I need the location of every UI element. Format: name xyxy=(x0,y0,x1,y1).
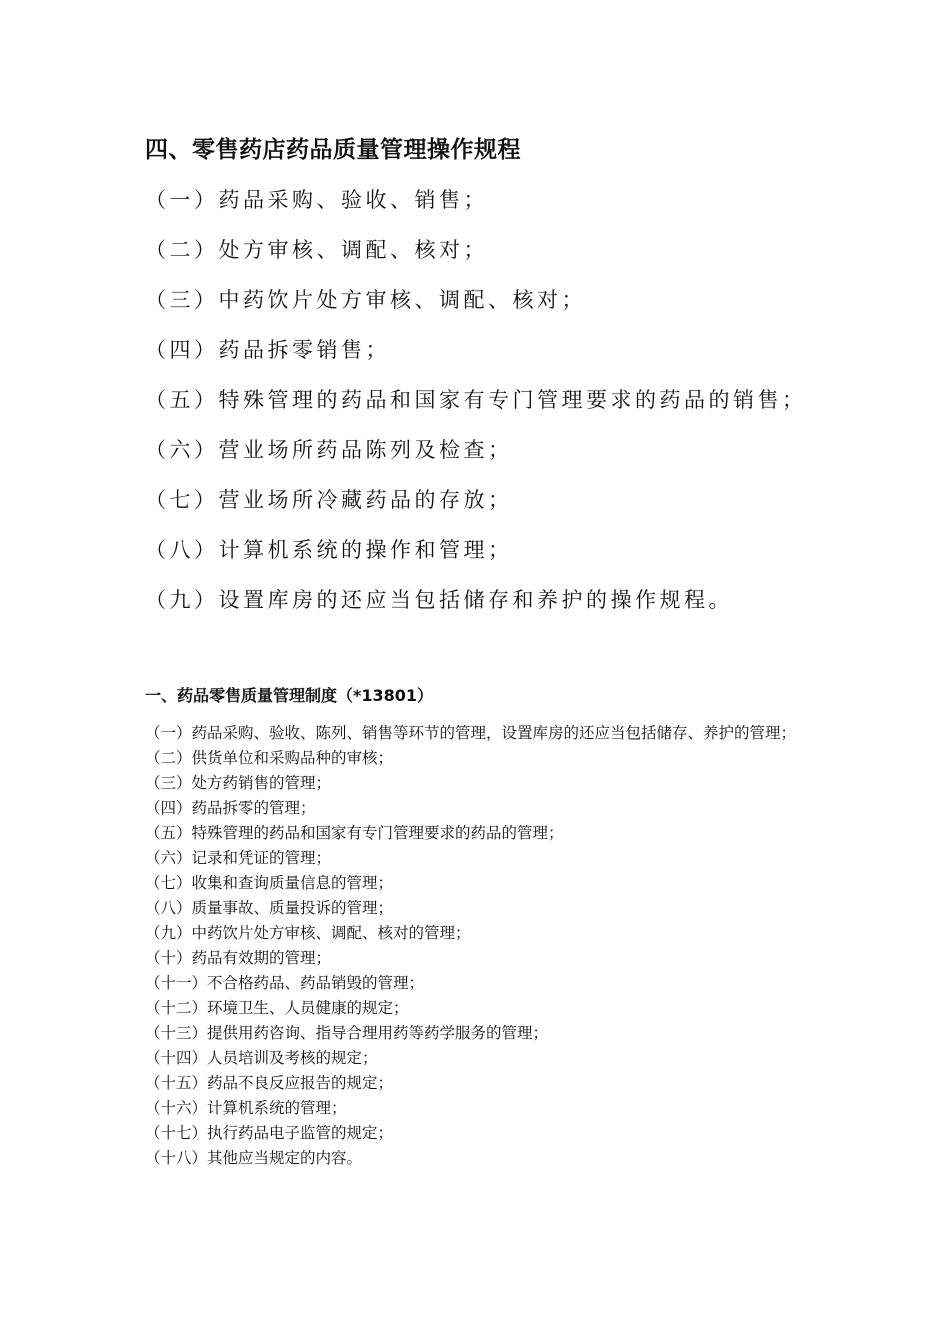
list-item: （三）中药饮片处方审核、调配、核对； xyxy=(145,288,586,312)
list-item: （一）药品采购、验收、销售； xyxy=(145,188,488,212)
list-item: （三）处方药销售的管理； xyxy=(145,774,332,792)
list-item: （四）药品拆零销售； xyxy=(145,338,390,362)
list-item: （十三）提供用药咨询、指导合理用药等药学服务的管理； xyxy=(145,1024,549,1042)
list-item: （十五）药品不良反应报告的规定； xyxy=(145,1074,394,1092)
section-two-list xyxy=(145,721,815,1171)
list-item: （八）质量事故、质量投诉的管理； xyxy=(145,899,394,917)
list-item: （十六）计算机系统的管理； xyxy=(145,1099,347,1117)
list-item: （五）特殊管理的药品和国家有专门管理要求的药品的销售； xyxy=(145,388,807,412)
list-item: （七）营业场所冷藏药品的存放； xyxy=(145,488,513,512)
list-item: （十）药品有效期的管理； xyxy=(145,949,332,967)
list-item: （一）药品采购、验收、陈列、销售等环节的管理，设置库房的还应当包括储存、养护的管理； xyxy=(145,724,797,742)
section-one-list xyxy=(145,175,815,625)
list-item: （四）药品拆零的管理； xyxy=(145,799,316,817)
list-item: （十四）人员培训及考核的规定； xyxy=(145,1049,378,1067)
list-item: （十一）不合格药品、药品销毁的管理； xyxy=(145,974,425,992)
list-item: （十二）环境卫生、人员健康的规定； xyxy=(145,999,409,1017)
list-item: （二）处方审核、调配、核对； xyxy=(145,238,488,262)
list-item: （七）收集和查询质量信息的管理； xyxy=(145,874,394,892)
list-item: （六）记录和凭证的管理； xyxy=(145,849,332,867)
list-item: （十八）其他应当规定的内容。 xyxy=(145,1149,363,1167)
list-item: （九）设置库房的还应当包括储存和养护的操作规程。 xyxy=(145,588,733,612)
list-item: （五）特殊管理的药品和国家有专门管理要求的药品的管理； xyxy=(145,824,564,842)
list-item: （二）供货单位和采购品种的审核； xyxy=(145,749,394,767)
list-item: （十七）执行药品电子监管的规定； xyxy=(145,1124,394,1142)
section-one-heading: 四、零售药店药品质量管理操作规程 xyxy=(145,137,521,163)
section-two-heading: 一、药品零售质量管理制度（*13801） xyxy=(145,686,434,705)
list-item: （六）营业场所药品陈列及检查； xyxy=(145,438,513,462)
list-item: （八）计算机系统的操作和管理； xyxy=(145,538,513,562)
list-item: （九）中药饮片处方审核、调配、核对的管理； xyxy=(145,924,471,942)
